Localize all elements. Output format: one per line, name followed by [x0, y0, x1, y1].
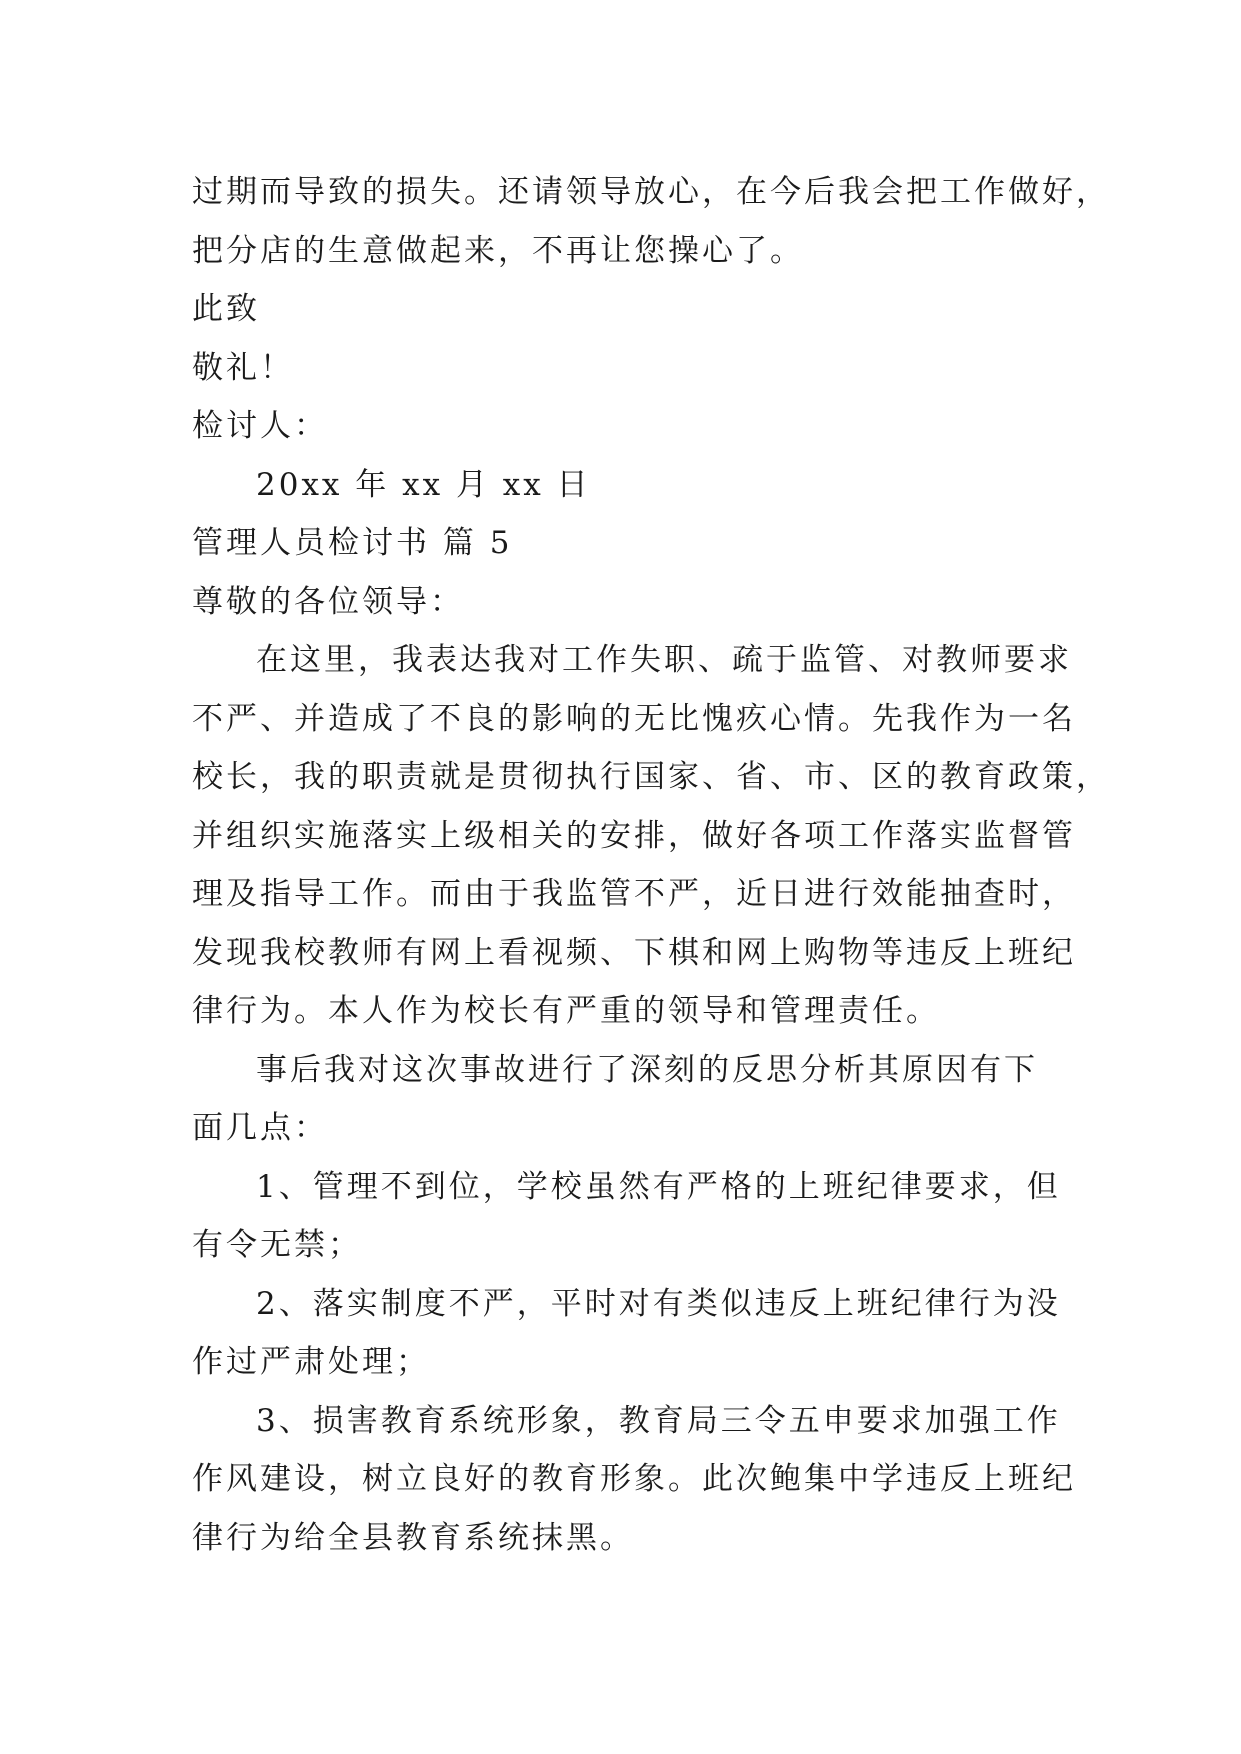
- list-item-line: 1、管理不到位，学校虽然有严格的上班纪律要求，但: [256, 1168, 1061, 1205]
- list-item-line: 2、落实制度不严，平时对有类似违反上班纪律行为没: [256, 1285, 1061, 1322]
- paragraph-line: 发现我校教师有网上看视频、下棋和网上购物等违反上班纪: [192, 934, 1076, 971]
- list-item-line: 律行为给全县教育系统抹黑。: [192, 1519, 634, 1556]
- list-item-line: 作风建设，树立良好的教育形象。此次鲍集中学违反上班纪: [192, 1461, 1076, 1497]
- paragraph-line: 不严、并造成了不良的影响的无比愧疚心情。先我作为一名: [192, 700, 1076, 737]
- greeting: 尊敬的各位领导：: [192, 583, 464, 620]
- closing-salutation: 此致: [192, 291, 260, 327]
- paragraph-line: 在这里，我表达我对工作失职、疏于监管、对教师要求: [256, 642, 1072, 678]
- paragraph-line: 事后我对这次事故进行了深刻的反思分析其原因有下: [256, 1051, 1038, 1088]
- paragraph-line: 并组织实施落实上级相关的安排，做好各项工作落实监督管: [192, 817, 1076, 854]
- list-item-line: 作过严肃处理；: [192, 1344, 430, 1380]
- paragraph-line: 校长，我的职责就是贯彻执行国家、省、市、区的教育政策，: [192, 759, 1110, 795]
- paragraph-line: 面几点：: [192, 1110, 328, 1146]
- signature-label: 检讨人：: [192, 408, 328, 444]
- paragraph-line: 律行为。本人作为校长有严重的领导和管理责任。: [192, 993, 940, 1029]
- closing-regards: 敬礼！: [192, 349, 294, 386]
- list-item-line: 有令无禁；: [192, 1227, 362, 1263]
- text-line: 把分店的生意做起来，不再让您操心了。: [192, 232, 804, 269]
- paragraph-line: 理及指导工作。而由于我监管不严，近日进行效能抽查时，: [192, 876, 1076, 912]
- section-title: 管理人员检讨书 篇 5: [192, 525, 513, 561]
- list-item-line: 3、损害教育系统形象，教育局三令五申要求加强工作: [256, 1402, 1061, 1439]
- text-line: 过期而导致的损失。还请领导放心，在今后我会把工作做好，: [192, 174, 1110, 210]
- document-body: [192, 163, 1110, 1567]
- date-line: 20xx 年 xx 月 xx 日: [256, 466, 591, 503]
